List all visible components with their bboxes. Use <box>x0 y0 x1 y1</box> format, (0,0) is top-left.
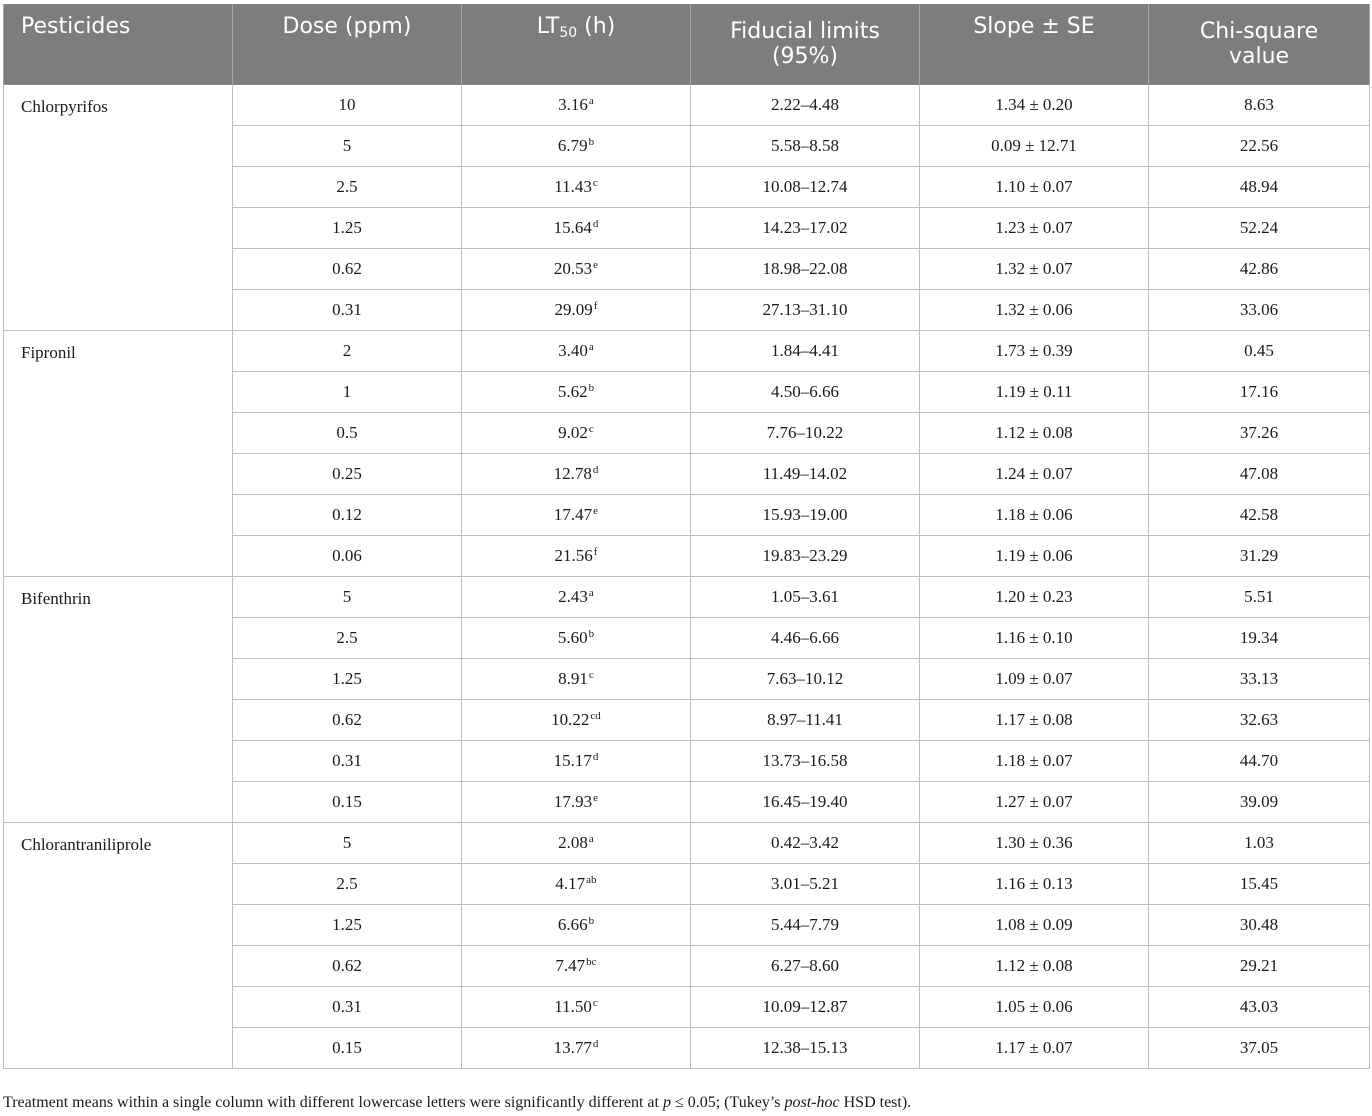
dose-cell: 0.12 <box>233 495 462 536</box>
lt50-value: 29.09 <box>554 300 593 319</box>
slope-se-cell: 1.18 ± 0.07 <box>920 741 1149 782</box>
dose-cell: 0.15 <box>233 782 462 823</box>
fiducial-limits-cell: 5.58–8.58 <box>691 126 920 167</box>
lt50-value: 5.62 <box>557 382 588 401</box>
chi-square-cell: 37.26 <box>1149 413 1370 454</box>
significance-letter: d <box>592 218 599 230</box>
lt50-value: 12.78 <box>553 464 592 483</box>
dose-cell: 0.62 <box>233 700 462 741</box>
header-lt-base: LT <box>536 14 560 39</box>
lt50-value: 4.17 <box>555 874 586 893</box>
footnote-p-symbol: p <box>662 1094 671 1111</box>
pesticide-name-cell: Chlorantraniliprole <box>4 823 233 1069</box>
fiducial-limits-cell: 2.22–4.48 <box>691 85 920 126</box>
footnote-text-1: Treatment means within a single column with different lowercase letters were significantly different at <box>3 1094 663 1111</box>
header-lt-unit: (h) <box>577 14 616 39</box>
results-table-container <box>3 4 1369 1069</box>
dose-cell: 5 <box>233 823 462 864</box>
chi-square-cell: 30.48 <box>1149 905 1370 946</box>
chi-square-cell: 43.03 <box>1149 987 1370 1028</box>
fiducial-limits-cell: 6.27–8.60 <box>691 946 920 987</box>
header-chi-square <box>1149 4 1370 85</box>
significance-letter: f <box>593 546 598 558</box>
dose-cell: 1.25 <box>233 208 462 249</box>
chi-square-cell: 19.34 <box>1149 618 1370 659</box>
slope-se-cell: 1.17 ± 0.08 <box>920 700 1149 741</box>
lt50-value: 6.66 <box>557 915 588 934</box>
lt50-value: 3.40 <box>558 341 588 360</box>
significance-letter: d <box>592 751 599 763</box>
slope-se-cell: 1.34 ± 0.20 <box>920 85 1149 126</box>
lt50-cell <box>462 946 691 987</box>
header-slope-label: Slope ± SE <box>973 14 1095 39</box>
chi-square-cell: 1.03 <box>1149 823 1370 864</box>
lt50-cell <box>462 823 691 864</box>
slope-se-cell: 1.17 ± 0.07 <box>920 1028 1149 1069</box>
fiducial-limits-cell: 5.44–7.79 <box>691 905 920 946</box>
lt50-cell <box>462 495 691 536</box>
fiducial-limits-cell: 4.50–6.66 <box>691 372 920 413</box>
lt50-cell <box>462 987 691 1028</box>
footnote-text-3: HSD test). <box>839 1094 912 1111</box>
fiducial-limits-cell: 19.83–23.29 <box>691 536 920 577</box>
dose-cell: 0.5 <box>233 413 462 454</box>
dose-cell: 0.31 <box>233 987 462 1028</box>
pesticide-name-cell: Bifenthrin <box>4 577 233 823</box>
chi-square-cell: 8.63 <box>1149 85 1370 126</box>
dose-cell: 5 <box>233 577 462 618</box>
slope-se-cell: 1.19 ± 0.11 <box>920 372 1149 413</box>
fiducial-limits-cell: 0.42–3.42 <box>691 823 920 864</box>
lt50-value: 11.50 <box>554 997 592 1016</box>
table-header <box>4 4 1370 85</box>
chi-square-cell: 22.56 <box>1149 126 1370 167</box>
footnote-text-2: ≤ 0.05; (Tukey’s <box>670 1094 785 1111</box>
lt50-cell <box>462 700 691 741</box>
significance-letter: e <box>593 792 599 804</box>
lt50-cell <box>462 413 691 454</box>
chi-square-cell: 32.63 <box>1149 700 1370 741</box>
fiducial-limits-cell: 15.93–19.00 <box>691 495 920 536</box>
slope-se-cell: 1.18 ± 0.06 <box>920 495 1149 536</box>
header-fiducial-line2: (95%) <box>771 44 839 69</box>
pesticide-name-cell: Chlorpyrifos <box>4 85 233 331</box>
slope-se-cell: 1.16 ± 0.13 <box>920 864 1149 905</box>
pesticide-name-cell: Fipronil <box>4 331 233 577</box>
significance-letter: e <box>593 259 599 271</box>
header-pesticides-label: Pesticides <box>21 14 131 39</box>
slope-se-cell: 1.12 ± 0.08 <box>920 413 1149 454</box>
lt50-cell <box>462 85 691 126</box>
table-row <box>4 823 1370 864</box>
header-chi-line1: Chi-square <box>1199 19 1319 44</box>
fiducial-limits-cell: 13.73–16.58 <box>691 741 920 782</box>
chi-square-cell: 0.45 <box>1149 331 1370 372</box>
slope-se-cell: 1.32 ± 0.06 <box>920 290 1149 331</box>
slope-se-cell: 1.27 ± 0.07 <box>920 782 1149 823</box>
significance-letter: a <box>588 587 594 599</box>
chi-square-cell: 52.24 <box>1149 208 1370 249</box>
dose-cell: 1.25 <box>233 905 462 946</box>
significance-letter: a <box>588 833 594 845</box>
slope-se-cell: 1.09 ± 0.07 <box>920 659 1149 700</box>
dose-cell: 2.5 <box>233 864 462 905</box>
lt50-value: 2.08 <box>558 833 588 852</box>
lt50-value: 10.22 <box>551 710 590 729</box>
significance-letter: cd <box>590 710 601 722</box>
lt50-cell <box>462 905 691 946</box>
lt50-cell <box>462 290 691 331</box>
lt50-cell <box>462 167 691 208</box>
header-fiducial-limits <box>691 4 920 85</box>
fiducial-limits-cell: 14.23–17.02 <box>691 208 920 249</box>
chi-square-cell: 33.06 <box>1149 290 1370 331</box>
slope-se-cell: 1.73 ± 0.39 <box>920 331 1149 372</box>
lt50-cell <box>462 1028 691 1069</box>
chi-square-cell: 39.09 <box>1149 782 1370 823</box>
slope-se-cell: 1.05 ± 0.06 <box>920 987 1149 1028</box>
slope-se-cell: 1.08 ± 0.09 <box>920 905 1149 946</box>
table-row <box>4 85 1370 126</box>
lt50-value: 20.53 <box>553 259 593 278</box>
chi-square-cell: 44.70 <box>1149 741 1370 782</box>
slope-se-cell: 1.12 ± 0.08 <box>920 946 1149 987</box>
significance-letter: b <box>588 628 595 640</box>
lt50-value: 8.91 <box>558 669 588 688</box>
lt50-cell <box>462 126 691 167</box>
slope-se-cell: 1.23 ± 0.07 <box>920 208 1149 249</box>
significance-letter: c <box>592 997 598 1009</box>
fiducial-limits-cell: 10.09–12.87 <box>691 987 920 1028</box>
significance-letter: b <box>588 136 595 148</box>
header-lt50 <box>462 4 691 85</box>
dose-cell: 5 <box>233 126 462 167</box>
fiducial-limits-cell: 8.97–11.41 <box>691 700 920 741</box>
header-pesticides <box>4 4 233 85</box>
lt50-cell <box>462 741 691 782</box>
significance-letter: bc <box>586 956 597 968</box>
lt50-value: 17.47 <box>553 505 593 524</box>
lt50-value: 2.43 <box>558 587 588 606</box>
lt50-value: 7.47 <box>555 956 586 975</box>
chi-square-cell: 42.58 <box>1149 495 1370 536</box>
significance-letter: c <box>592 177 598 189</box>
dose-cell: 2 <box>233 331 462 372</box>
lt50-value: 21.56 <box>554 546 593 565</box>
fiducial-limits-cell: 18.98–22.08 <box>691 249 920 290</box>
lt50-cell <box>462 454 691 495</box>
lt50-results-table <box>3 4 1370 1069</box>
significance-letter: c <box>588 669 594 681</box>
slope-se-cell: 1.32 ± 0.07 <box>920 249 1149 290</box>
fiducial-limits-cell: 3.01–5.21 <box>691 864 920 905</box>
dose-cell: 0.62 <box>233 249 462 290</box>
chi-square-cell: 5.51 <box>1149 577 1370 618</box>
fiducial-limits-cell: 16.45–19.40 <box>691 782 920 823</box>
lt50-cell <box>462 372 691 413</box>
header-slope <box>920 4 1149 85</box>
slope-se-cell: 1.30 ± 0.36 <box>920 823 1149 864</box>
lt50-cell <box>462 864 691 905</box>
dose-cell: 0.25 <box>233 454 462 495</box>
lt50-value: 15.17 <box>553 751 592 770</box>
slope-se-cell: 1.19 ± 0.06 <box>920 536 1149 577</box>
table-row <box>4 331 1370 372</box>
dose-cell: 0.06 <box>233 536 462 577</box>
lt50-value: 15.64 <box>553 218 592 237</box>
significance-letter: d <box>592 464 599 476</box>
chi-square-cell: 48.94 <box>1149 167 1370 208</box>
lt50-cell <box>462 577 691 618</box>
significance-letter: f <box>593 300 598 312</box>
significance-letter: c <box>588 423 594 435</box>
chi-square-cell: 29.21 <box>1149 946 1370 987</box>
dose-cell: 10 <box>233 85 462 126</box>
lt50-cell <box>462 618 691 659</box>
chi-square-cell: 17.16 <box>1149 372 1370 413</box>
chi-square-cell: 37.05 <box>1149 1028 1370 1069</box>
chi-square-cell: 31.29 <box>1149 536 1370 577</box>
slope-se-cell: 1.16 ± 0.10 <box>920 618 1149 659</box>
lt50-value: 9.02 <box>558 423 588 442</box>
table-row <box>4 577 1370 618</box>
lt50-value: 17.93 <box>553 792 593 811</box>
chi-square-cell: 42.86 <box>1149 249 1370 290</box>
table-footnote <box>3 1094 911 1112</box>
table-body <box>4 85 1370 1069</box>
lt50-cell <box>462 536 691 577</box>
chi-square-cell: 33.13 <box>1149 659 1370 700</box>
significance-letter: ab <box>586 874 597 886</box>
fiducial-limits-cell: 12.38–15.13 <box>691 1028 920 1069</box>
lt50-value: 11.43 <box>554 177 592 196</box>
header-row <box>4 4 1370 85</box>
dose-cell: 0.15 <box>233 1028 462 1069</box>
fiducial-limits-cell: 10.08–12.74 <box>691 167 920 208</box>
significance-letter: b <box>588 382 595 394</box>
lt50-cell <box>462 331 691 372</box>
significance-letter: a <box>588 95 594 107</box>
dose-cell: 2.5 <box>233 167 462 208</box>
lt50-value: 3.16 <box>558 95 588 114</box>
fiducial-limits-cell: 27.13–31.10 <box>691 290 920 331</box>
fiducial-limits-cell: 7.76–10.22 <box>691 413 920 454</box>
fiducial-limits-cell: 4.46–6.66 <box>691 618 920 659</box>
header-lt-subscript: 50 <box>559 25 578 41</box>
slope-se-cell: 1.24 ± 0.07 <box>920 454 1149 495</box>
dose-cell: 2.5 <box>233 618 462 659</box>
lt50-cell <box>462 208 691 249</box>
dose-cell: 0.31 <box>233 290 462 331</box>
slope-se-cell: 1.20 ± 0.23 <box>920 577 1149 618</box>
chi-square-cell: 47.08 <box>1149 454 1370 495</box>
dose-cell: 0.31 <box>233 741 462 782</box>
lt50-value: 13.77 <box>553 1038 592 1057</box>
lt50-value: 6.79 <box>557 136 588 155</box>
significance-letter: b <box>588 915 595 927</box>
slope-se-cell: 1.10 ± 0.07 <box>920 167 1149 208</box>
header-dose-label: Dose (ppm) <box>282 14 412 39</box>
lt50-cell <box>462 659 691 700</box>
fiducial-limits-cell: 1.84–4.41 <box>691 331 920 372</box>
significance-letter: d <box>592 1038 599 1050</box>
chi-square-cell: 15.45 <box>1149 864 1370 905</box>
dose-cell: 0.62 <box>233 946 462 987</box>
lt50-cell <box>462 782 691 823</box>
dose-cell: 1.25 <box>233 659 462 700</box>
lt50-value: 5.60 <box>557 628 588 647</box>
footnote-posthoc: post-hoc <box>784 1094 840 1111</box>
fiducial-limits-cell: 7.63–10.12 <box>691 659 920 700</box>
dose-cell: 1 <box>233 372 462 413</box>
lt50-cell <box>462 249 691 290</box>
header-fiducial-line1: Fiducial limits <box>730 19 880 44</box>
header-dose <box>233 4 462 85</box>
fiducial-limits-cell: 11.49–14.02 <box>691 454 920 495</box>
header-chi-line2: value <box>1228 44 1290 69</box>
significance-letter: a <box>588 341 594 353</box>
significance-letter: e <box>593 505 599 517</box>
fiducial-limits-cell: 1.05–3.61 <box>691 577 920 618</box>
slope-se-cell: 0.09 ± 12.71 <box>920 126 1149 167</box>
